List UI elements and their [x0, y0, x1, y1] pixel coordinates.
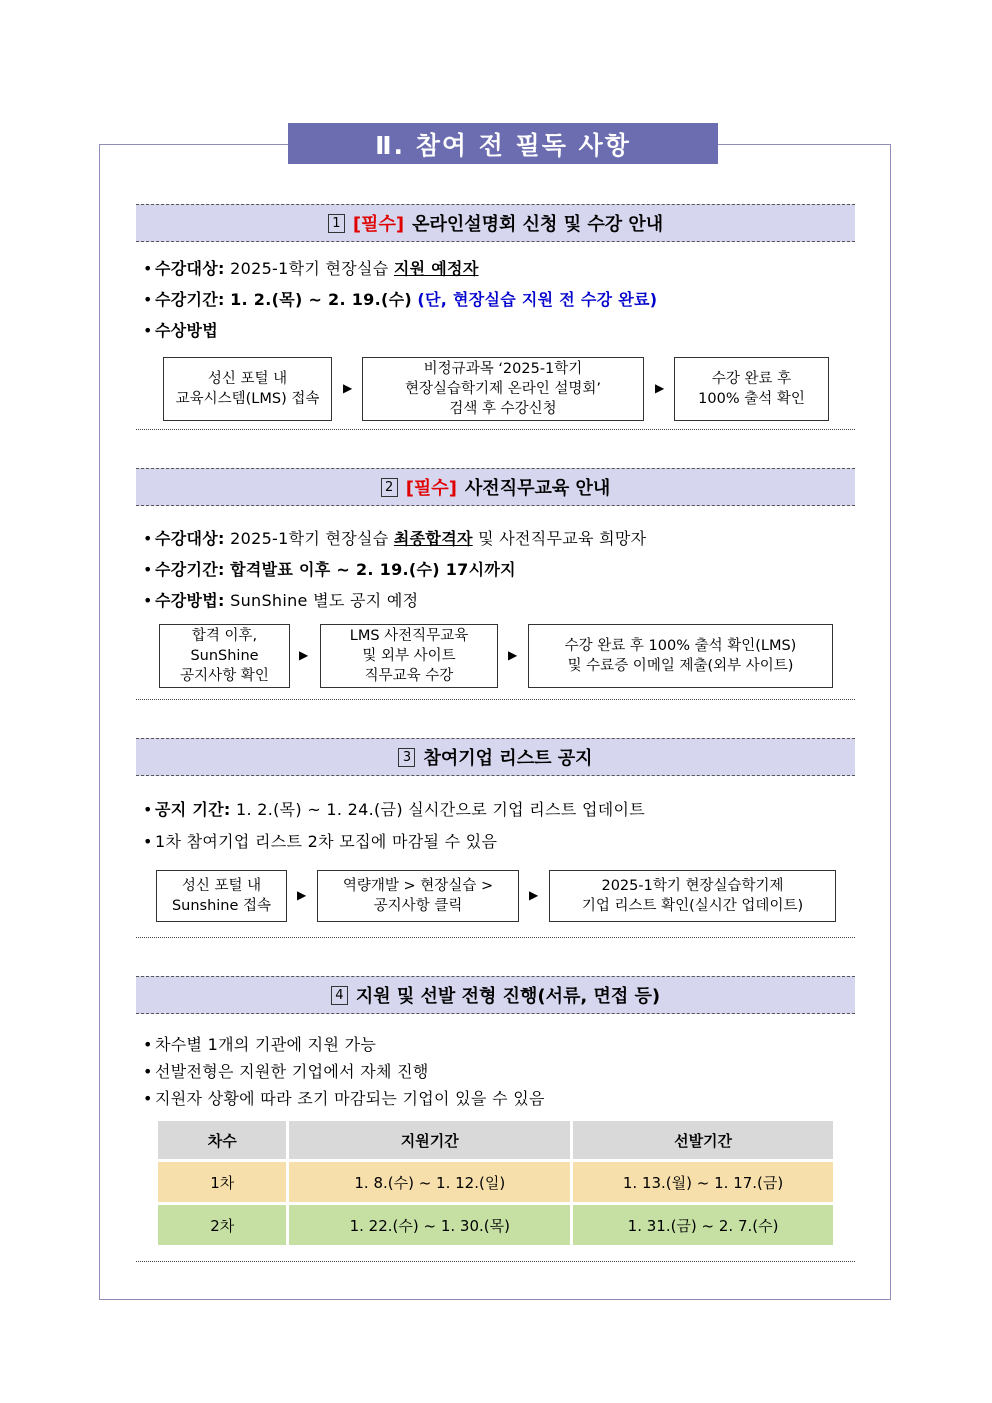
bullet-notice: • 공지 기간: 1. 2.(목) ~ 1. 24.(금) 실시간으로 기업 리스트 업데이트: [143, 800, 645, 819]
bullet-item: • 선발전형은 지원한 기업에서 자체 진행: [143, 1062, 429, 1081]
step-box: 수강 완료 후 100% 출석 확인: [674, 357, 829, 421]
required-tag: [필수]: [405, 478, 457, 499]
step-box: 성신 포털 내 교육시스템(LMS) 접속: [163, 357, 332, 421]
section-title: 참여기업 리스트 공지: [423, 748, 593, 769]
section-number: 1: [328, 214, 345, 233]
step-box: 수강 완료 후 100% 출석 확인(LMS) 및 수료증 이메일 제출(외부 사이트): [528, 624, 833, 688]
table-cell: 1. 8.(수) ~ 1. 12.(일): [288, 1161, 572, 1204]
table-header: 차수: [157, 1120, 288, 1161]
table-header-row: [157, 1120, 835, 1161]
bullet-note: • 1차 참여기업 리스트 2차 모집에 마감될 수 있음: [143, 832, 498, 851]
bullet-method: • 수상방법: [143, 321, 219, 340]
step-box: 2025-1학기 현장실습학기제 기업 리스트 확인(실시간 업데이트): [549, 870, 836, 922]
table-cell: 1. 22.(수) ~ 1. 30.(목): [288, 1204, 572, 1247]
bullet-item: • 차수별 1개의 기관에 지원 가능: [143, 1035, 377, 1054]
section-divider: [136, 937, 855, 938]
table-header: 지원기간: [288, 1120, 572, 1161]
arrow-icon: ▶: [343, 381, 353, 395]
schedule-table: [155, 1118, 836, 1248]
section-2-heading: [136, 468, 855, 506]
section-number: 4: [331, 986, 348, 1005]
section-title: 지원 및 선발 전형 진행(서류, 면접 등): [355, 986, 661, 1007]
section-title: 온라인설명회 신청 및 수강 안내: [412, 214, 664, 235]
bullet-target: • 수강대상: 2025-1학기 현장실습 최종합격자 및 사전직무교육 희망자: [143, 529, 647, 548]
table-row: [157, 1161, 835, 1204]
section-1-heading: [136, 204, 855, 242]
arrow-icon: ▶: [529, 888, 539, 902]
arrow-icon: ▶: [508, 648, 518, 662]
section-divider: [136, 429, 855, 430]
bullet-period: • 수강기간: 1. 2.(목) ~ 2. 19.(수) (단, 현장실습 지원 전 수강 완료): [143, 290, 658, 309]
step-box: 합격 이후, SunShine 공지사항 확인: [159, 624, 290, 688]
table-row: [157, 1204, 835, 1247]
arrow-icon: ▶: [299, 648, 309, 662]
step-box: 비정규과목 ‘2025-1학기 현장실습학기제 온라인 설명회’ 검색 후 수강신청: [362, 357, 644, 421]
section-number: 2: [381, 478, 398, 497]
table-cell: 2차: [157, 1204, 288, 1247]
arrow-icon: ▶: [655, 381, 665, 395]
arrow-icon: ▶: [297, 888, 307, 902]
section-3-heading: [136, 738, 855, 776]
step-box: LMS 사전직무교육 및 외부 사이트 직무교육 수강: [320, 624, 498, 688]
section-4-heading: [136, 976, 855, 1014]
bullet-method: • 수강방법: SunShine 별도 공지 예정: [143, 591, 419, 610]
section-number: 3: [398, 748, 415, 767]
table-cell: 1. 13.(월) ~ 1. 17.(금): [572, 1161, 835, 1204]
table-cell: 1. 31.(금) ~ 2. 7.(수): [572, 1204, 835, 1247]
step-box: 성신 포털 내 Sunshine 접속: [156, 870, 287, 922]
table-cell: 1차: [157, 1161, 288, 1204]
page-title: Ⅱ. 참여 전 필독 사항: [288, 123, 718, 164]
bullet-item: • 지원자 상황에 따라 조기 마감되는 기업이 있을 수 있음: [143, 1089, 545, 1108]
section-divider: [136, 1261, 855, 1262]
bullet-period: • 수강기간: 합격발표 이후 ~ 2. 19.(수) 17시까지: [143, 560, 516, 579]
section-divider: [136, 699, 855, 700]
bullet-target: • 수강대상: 2025-1학기 현장실습 지원 예정자: [143, 259, 479, 278]
section-title: 사전직무교육 안내: [464, 478, 611, 499]
step-box: 역량개발 > 현장실습 > 공지사항 클릭: [317, 870, 519, 922]
required-tag: [필수]: [352, 214, 405, 235]
table-header: 선발기간: [572, 1120, 835, 1161]
